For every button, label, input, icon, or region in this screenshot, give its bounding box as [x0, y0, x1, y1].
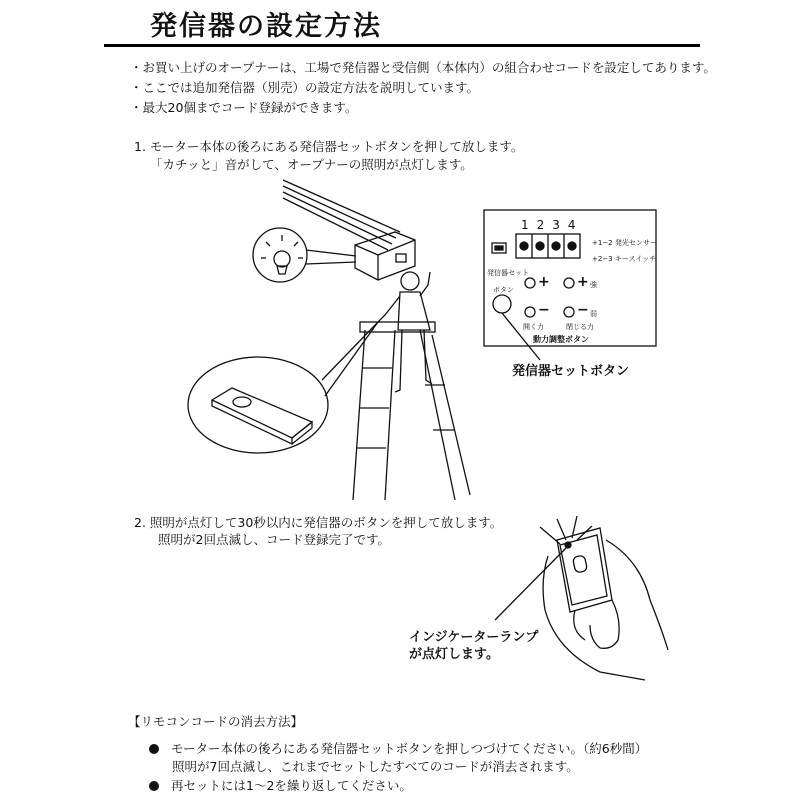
- legend-2-code: +2−3: [592, 255, 613, 263]
- step2-line2: 照明が2回点滅し、コード登録完了です。: [158, 532, 390, 547]
- bullet-icon: [149, 744, 159, 754]
- step1-line1: 1. モーター本体の後ろにある発信器セットボタンを押して放します。: [134, 139, 524, 154]
- erase-bullet-2-text: 再セットには1〜2を繰り返してください。: [171, 778, 412, 793]
- terminal-3: 3: [552, 218, 568, 232]
- strong-label: 強: [590, 281, 597, 289]
- legend-1-code: +1−2: [592, 239, 613, 247]
- erase-bullet-2: [149, 776, 412, 794]
- adjust-label: 動力調整ボタン: [533, 335, 589, 344]
- indicator-line1: インジケーターランプ: [409, 630, 539, 645]
- page-title: 発信器の設定方法: [150, 11, 382, 42]
- erase-bullet-1-cont: 照明が7回点滅し、これまでセットしたすべてのコードが消去されます。: [172, 759, 579, 774]
- indicator-line2: が点灯します。: [409, 647, 499, 662]
- weak-label: 弱: [590, 310, 597, 318]
- erase-bullet-1-text: モーター本体の後ろにある発信器セットボタンを押しつづけてください。（約6秒間）: [171, 741, 648, 756]
- close-force-label: 閉じる力: [566, 323, 594, 331]
- bullet-icon: [149, 781, 159, 791]
- intro-line-2: ・ここでは追加発信器（別売）の設定方法を説明しています。: [130, 80, 480, 95]
- set-button-callout: 発信器セットボタン: [512, 364, 630, 379]
- set-label-top: 発信器セット: [487, 269, 529, 277]
- terminal-2: 2: [536, 218, 553, 232]
- open-plus: +: [538, 274, 550, 290]
- open-minus: −: [538, 302, 550, 318]
- open-force-label: 開く力: [523, 323, 544, 331]
- set-label-btn: ボタン: [493, 286, 514, 294]
- legend-2-desc: キースイッチ: [614, 255, 657, 263]
- close-minus: −: [577, 302, 589, 318]
- intro-line-3: ・最大20個までコード登録ができます。: [130, 100, 358, 115]
- step2-line1: 2. 照明が点灯して30秒以内に発信器のボタンを押して放します。: [134, 515, 503, 530]
- erase-bullet-1: [149, 739, 647, 757]
- step1-line2: 「カチッと」音がして、オープナーの照明が点灯します。: [150, 157, 473, 172]
- close-plus: +: [577, 274, 589, 290]
- terminal-4: 4: [567, 218, 584, 232]
- intro-line-1: ・お買い上げのオープナーは、工場で発信器と受信側（本体内）の組合わせコードを設定してあります。: [130, 60, 716, 75]
- erase-title: 【リモコンコードの消去方法】: [128, 714, 304, 729]
- terminal-1: 1: [521, 218, 537, 232]
- legend-1-desc: 発光センサー: [614, 239, 657, 247]
